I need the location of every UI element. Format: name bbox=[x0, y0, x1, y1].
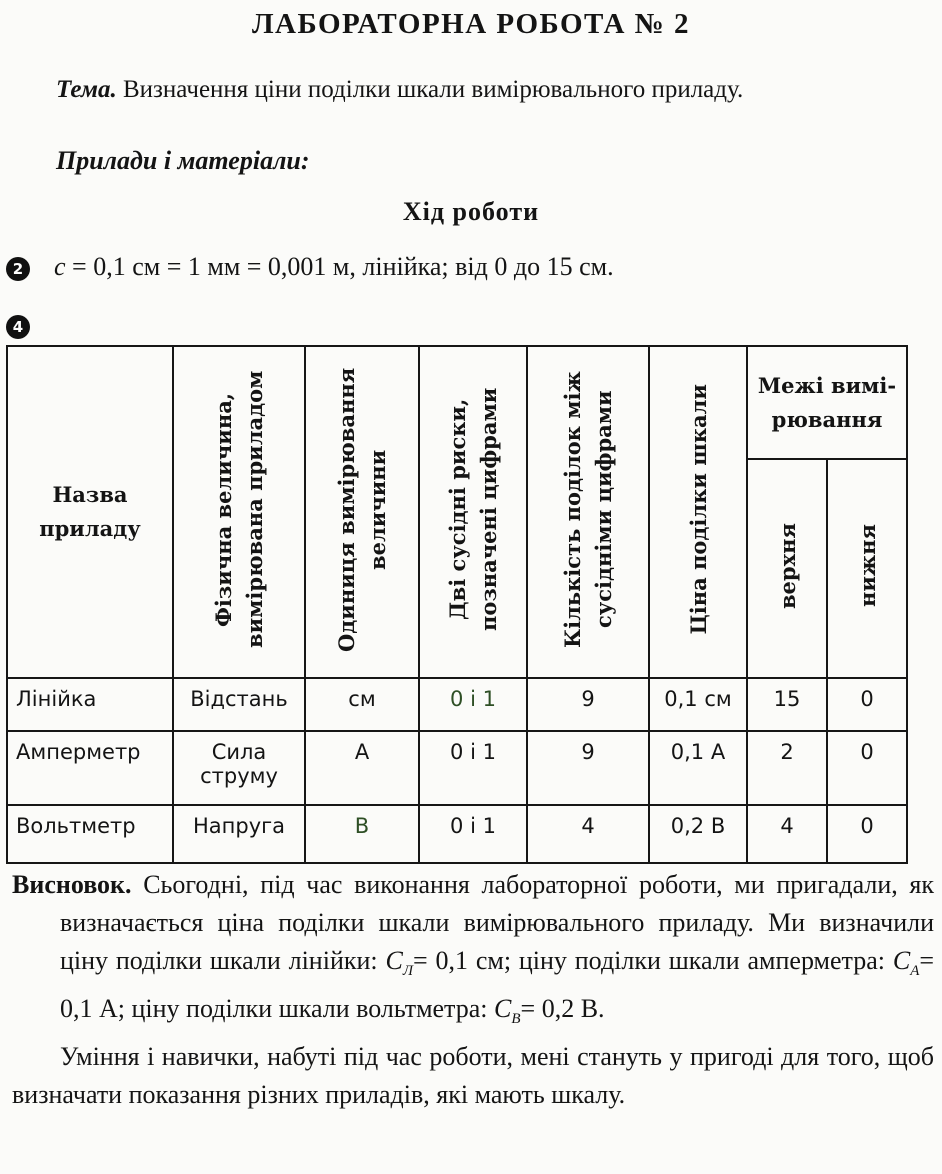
formula-ammeter: $C_А$ bbox=[892, 946, 920, 980]
header-device-name: Назва приладу bbox=[7, 346, 173, 678]
header-unit: Одиниця вимірювання величини bbox=[305, 346, 419, 678]
cell-unit: В bbox=[305, 805, 419, 863]
header-divisions: Кількість поділок між сусідніми цифрами bbox=[527, 346, 649, 678]
table-row bbox=[7, 805, 907, 863]
cell-device: Амперметр bbox=[7, 731, 173, 805]
conclusion-label: Висновок. bbox=[12, 870, 132, 899]
cell-upper: 2 bbox=[747, 731, 827, 805]
header-upper: верхня bbox=[747, 459, 827, 678]
cell-quantity: Сила струму bbox=[173, 731, 305, 805]
table-row bbox=[7, 731, 907, 805]
step-2-formula: = 0,1 см = 1 мм = 0,001 м, лінійка; від 0 до 15 см. bbox=[72, 252, 614, 281]
cell-price: 0,1 см bbox=[649, 678, 747, 731]
header-quantity: Фізична величина, вимірювана приладом bbox=[173, 346, 305, 678]
c-symbol: c bbox=[54, 252, 66, 281]
cell-unit: А bbox=[305, 731, 419, 805]
formula-ruler: $C_Л$ bbox=[385, 946, 413, 980]
cell-divisions: 4 bbox=[527, 805, 649, 863]
cell-price: 0,2 В bbox=[649, 805, 747, 863]
step-2-badge: 2 bbox=[6, 257, 30, 281]
conclusion-paragraph-2: Уміння і навички, набуті під час роботи, мені стануть у пригоді для того, щоб визначати показання різних приладів, які мають шкалу. bbox=[12, 1042, 934, 1110]
cell-marks: 0 і 1 bbox=[419, 731, 527, 805]
measurement-table bbox=[6, 345, 908, 864]
cell-upper: 15 bbox=[747, 678, 827, 731]
cell-lower: 0 bbox=[827, 805, 907, 863]
cell-lower: 0 bbox=[827, 731, 907, 805]
cell-price: 0,1 А bbox=[649, 731, 747, 805]
cell-upper: 4 bbox=[747, 805, 827, 863]
step-4-badge: 4 bbox=[6, 315, 30, 339]
topic-label: Тема. bbox=[56, 76, 117, 103]
header-two-marks: Дві сусідні риски, позначені цифрами bbox=[419, 346, 527, 678]
cell-divisions: 9 bbox=[527, 678, 649, 731]
conclusion-paragraph-1 bbox=[12, 866, 934, 1038]
cell-marks: 0 і 1 bbox=[419, 678, 527, 731]
cell-lower: 0 bbox=[827, 678, 907, 731]
cell-marks: 0 і 1 bbox=[419, 805, 527, 863]
value-ammeter: = 0,1 А; ціну поділки шкали вольтметра: bbox=[60, 946, 935, 1024]
value-voltmeter: = 0,2 В. bbox=[520, 994, 605, 1024]
header-price: Ціна поділки шкали bbox=[649, 346, 747, 678]
cell-quantity: Відстань bbox=[173, 678, 305, 731]
conclusion bbox=[12, 866, 934, 1114]
header-lower: нижня bbox=[827, 459, 907, 678]
cell-quantity: Напруга bbox=[173, 805, 305, 863]
formula-voltmeter: $C_В$ bbox=[494, 994, 521, 1028]
materials-label: Прилади і матеріали: bbox=[56, 146, 310, 175]
value-ruler: = 0,1 см; ціну поділки шкали амперметра: bbox=[413, 946, 885, 975]
cell-device: Лінійка bbox=[7, 678, 173, 731]
page-title: ЛАБОРАТОРНА РОБОТА № 2 bbox=[251, 8, 691, 40]
header-limits: Межі вимі-рювання bbox=[747, 346, 907, 459]
progress-heading: Хід роботи bbox=[402, 197, 540, 226]
cell-divisions: 9 bbox=[527, 731, 649, 805]
cell-device: Вольтметр bbox=[7, 805, 173, 863]
topic-paragraph bbox=[8, 72, 933, 108]
topic-text: Визначення ціни поділки шкали вимірювального приладу. bbox=[122, 76, 744, 103]
table-row bbox=[7, 678, 907, 731]
step-2-text bbox=[54, 252, 614, 282]
cell-unit: см bbox=[305, 678, 419, 731]
conclusion-text-1: Сьогодні, під час виконання лабораторної роботи, ми пригадали, як визначається ціна поділки шкали вимірювального приладу. Ми визначили ціну поділки шкали лінійки: bbox=[60, 870, 934, 975]
